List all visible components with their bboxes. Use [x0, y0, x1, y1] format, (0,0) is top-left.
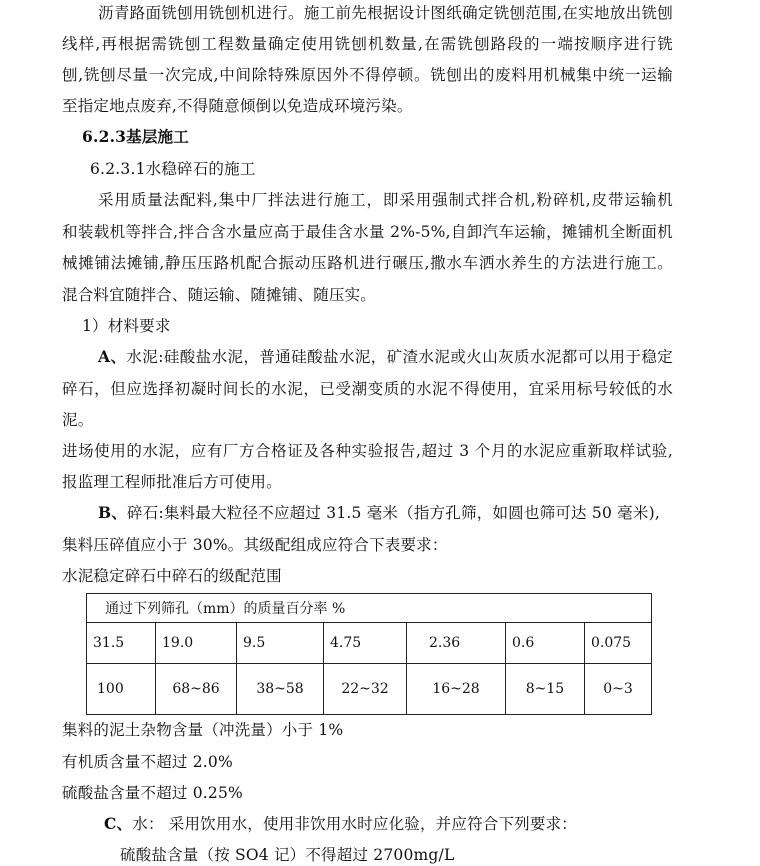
- paragraph-line: 进场使用的水泥，应有厂方合格证及各种实验报告,超过 3 个月的水泥应重新取样试验,: [62, 442, 673, 460]
- paragraph-line: 碎石，但应选择初凝时间长的水泥，已受潮变质的水泥不得使用，宜采用标号较低的水: [62, 380, 673, 398]
- paragraph-line: 至指定地点废弃,不得随意倾倒以免造成环境污染。: [62, 97, 413, 115]
- sieve-size-cell: 0.075: [585, 623, 652, 664]
- paragraph-line: 混合料宜随拌合、随运输、随摊铺、随压实。: [62, 286, 377, 304]
- list-title: 1）材料要求: [82, 317, 171, 335]
- paragraph-line: 械摊铺法摊铺,静压压路机配合振动压路机进行碾压,撒水车洒水养生的方法进行施工。: [62, 254, 673, 272]
- grading-table: [86, 593, 652, 715]
- sieve-size-cell: 4.75: [324, 623, 407, 664]
- sieve-size-cell: 19.0: [156, 623, 237, 664]
- paragraph-line: 集料压碎值应小于 30%。其级配组成应符合下表要求：: [62, 536, 448, 554]
- passing-cell: 68~86: [156, 664, 237, 715]
- stone-line: [98, 503, 660, 523]
- passing-cell: 8~15: [506, 664, 585, 715]
- paragraph-line: 有机质含量不超过 2.0%: [62, 753, 233, 771]
- table-row: [87, 664, 652, 715]
- table-title: 水泥稳定碎石中碎石的级配范围: [62, 567, 282, 585]
- passing-cell: 0~3: [585, 664, 652, 715]
- paragraph-line: 和装载机等拌合,拌合含水量应高于最佳含水量 2%-5%,自卸汽车运输，摊铺机全断面机: [62, 223, 673, 241]
- paragraph-line: 报监理工程师批准后方可使用。: [62, 473, 282, 491]
- sieve-size-cell: 31.5: [87, 623, 156, 664]
- water-text: 水： 采用饮用水，使用非饮用水时应化验，并应符合下列要求：: [132, 815, 577, 833]
- paragraph-line: 集料的泥土杂物含量（冲洗量）小于 1%: [62, 721, 344, 739]
- stone-text: 碎石:集料最大粒径不应超过 31.5 毫米（指方孔筛，如圆也筛可达 50 毫米),: [127, 504, 660, 522]
- table-header-cell: 通过下列筛孔（mm）的质量百分率 %: [87, 594, 652, 623]
- sieve-size-cell: 0.6: [506, 623, 585, 664]
- paragraph-line: 采用质量法配料,集中厂拌法进行施工，即采用强制式拌合机,粉碎机,皮带运输机: [98, 191, 673, 209]
- paragraph-line: 硫酸盐含量（按 SO4 记）不得超过 2700mg/L: [120, 846, 455, 864]
- passing-cell: 100: [87, 664, 156, 715]
- paragraph-line: 刨,铣刨尽量一次完成,中间除特殊原因外不得停顿。铣刨出的废料用机械集中统一运输: [62, 66, 673, 84]
- table-row: [87, 623, 652, 664]
- passing-cell: 16~28: [407, 664, 506, 715]
- passing-cell: 22~32: [324, 664, 407, 715]
- paragraph-line: 线样,再根据需铣刨工程数量确定使用铣刨机数量,在需铣刨路段的一端按顺序进行铣: [62, 35, 673, 53]
- paragraph-line: 硫酸盐含量不超过 0.25%: [62, 784, 243, 802]
- water-line: [104, 814, 577, 834]
- cement-line: [98, 347, 673, 367]
- sieve-size-cell: 9.5: [237, 623, 324, 664]
- sieve-size-cell: 2.36: [407, 623, 506, 664]
- subsection-heading: 6.2.3.1水稳碎石的施工: [90, 160, 256, 178]
- item-label-b: B、: [98, 503, 128, 522]
- passing-cell: 38~58: [237, 664, 324, 715]
- item-label-c: C、: [104, 814, 133, 833]
- cement-text: 水泥:硅酸盐水泥，普通硅酸盐水泥，矿渣水泥或火山灰质水泥都可以用于稳定: [126, 348, 673, 366]
- item-label-a: A、: [98, 347, 127, 366]
- paragraph-line: 泥。: [62, 411, 94, 429]
- section-heading: 6.2.3基层施工: [82, 127, 189, 146]
- paragraph-line: 沥青路面铣刨用铣刨机进行。施工前先根据设计图纸确定铣刨范围,在实地放出铣刨: [98, 4, 673, 22]
